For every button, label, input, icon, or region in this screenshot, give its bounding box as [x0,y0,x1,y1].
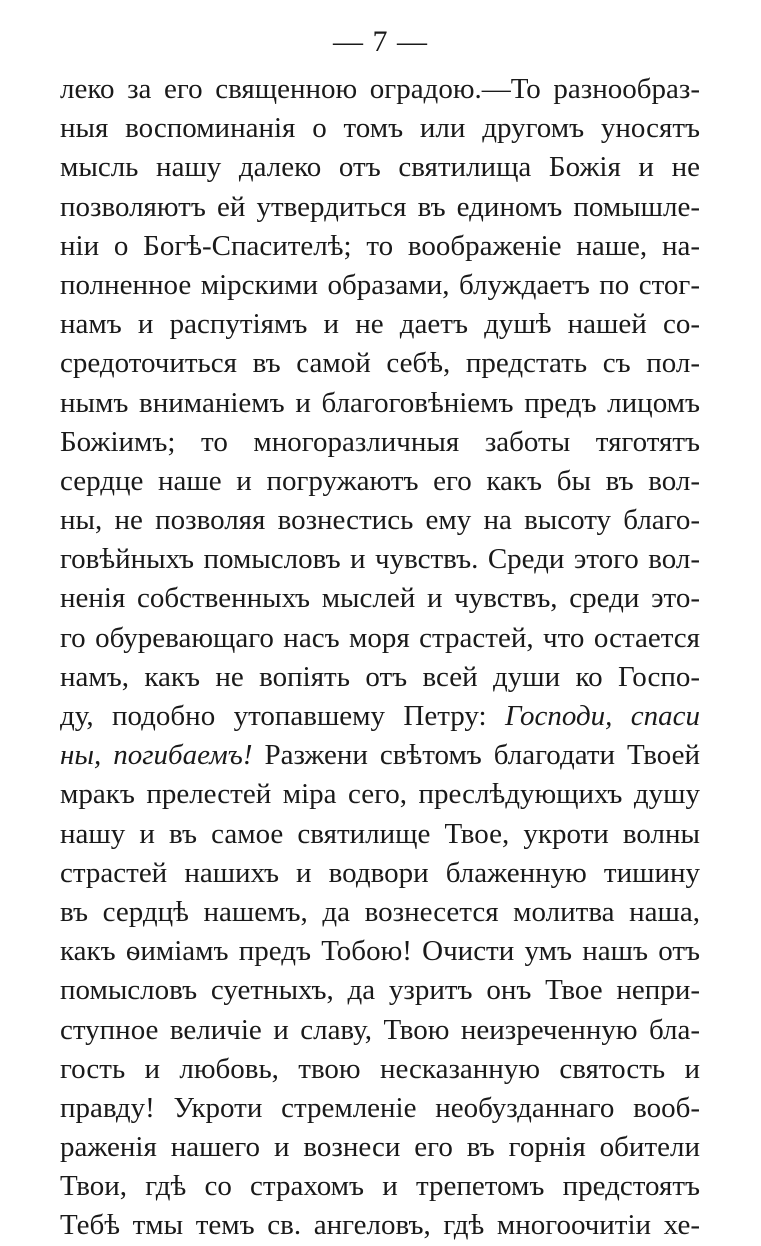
text-line [60,423,700,462]
text-segment: гость и любовь, твою несказанную святость и [60,1052,700,1085]
text-segment: раженія нашего и вознеси его въ горнія обители [60,1131,700,1164]
page-number: — 7 — [333,25,428,58]
text-segment: мысль нашу далеко отъ святилища Божія и не [60,151,700,184]
text-segment: леко за его священною оградою.—То разнообраз- [60,73,700,105]
text-line [60,971,700,1010]
text-line [60,109,700,148]
text-line [60,384,700,423]
text-segment: помысловъ суетныхъ, да узритъ онъ Твое непри- [60,974,700,1007]
text-segment: Тебѣ тмы темъ св. ангеловъ, гдѣ многоочитіи хе- [60,1209,700,1242]
text-line [60,775,700,814]
text-line [60,70,700,109]
italic-text: ны, погибаемъ! [60,739,253,772]
text-segment: намъ, какъ не вопіять отъ всей души ко Госпо- [60,660,700,693]
text-segment: го обуревающаго насъ моря страстей, что остается [60,621,700,654]
text-line [60,893,700,932]
text-line [60,188,700,227]
text-line [60,462,700,501]
text-segment: въ сердцѣ нашемъ, да вознесется молитва наша, [60,895,700,928]
italic-text: Господи, спаси [504,700,700,732]
text-line [60,736,700,775]
text-line [60,579,700,618]
text-line [60,344,700,383]
text-segment: ны, не позволяя вознестись ему на высоту благо- [60,504,700,537]
body-text [60,70,700,1246]
text-segment: сердце наше и погружаютъ его какъ бы въ вол- [60,464,700,497]
text-line [60,1167,700,1206]
text-line [60,1050,700,1089]
text-segment: мракъ прелестей міра сего, преслѣдующихъ душу [60,778,700,811]
text-line [60,1128,700,1167]
text-line [60,266,700,305]
text-segment: Разжени свѣтомъ благодати Твоей [252,739,700,772]
text-segment: ныя воспоминанія о томъ или другомъ уносятъ [60,112,700,145]
text-segment: правду! Укроти стремленіе необузданнаго вооб- [60,1091,700,1124]
text-line [60,619,700,658]
text-segment: Твои, гдѣ со страхомъ и трепетомъ предстоятъ [60,1170,700,1203]
text-line [60,148,700,187]
text-segment: страстей нашихъ и водвори блаженную тишину [60,856,700,889]
text-segment: полненное мірскими образами, блуждаетъ по стог- [60,268,700,301]
text-segment: средоточиться въ самой себѣ, предстать съ пол- [60,347,700,380]
text-segment: ненія собственныхъ мыслей и чувствъ, среди это- [60,582,700,615]
text-segment: какъ ѳиміамъ предъ Тобою! Очисти умъ нашъ отъ [60,935,700,968]
text-line [60,305,700,344]
text-segment: нашу и въ самое святилище Твое, укроти волны [60,817,700,850]
text-segment: намъ и распутіямъ и не даетъ душѣ нашей со- [60,308,700,341]
text-segment: ніи о Богѣ-Спасителѣ; то воображеніе наше, на- [60,229,700,262]
text-line [60,658,700,697]
text-segment: говѣйныхъ помысловъ и чувствъ. Среди этого вол- [60,543,700,576]
text-segment: Божіимъ; то многоразличныя заботы тяготятъ [60,425,700,458]
text-segment: позволяютъ ей утвердиться въ единомъ помышле- [60,190,700,223]
text-line [60,815,700,854]
text-segment: ду, подобно утопавшему Петру: [60,700,505,732]
text-segment: ступное величіе и славу, Твою неизреченную бла- [60,1013,700,1046]
text-line [60,1089,700,1128]
text-line [60,1206,700,1245]
text-line [60,854,700,893]
text-segment: нымъ вниманіемъ и благоговѣніемъ предъ лицомъ [60,386,700,419]
text-line [60,1011,700,1050]
text-line [60,932,700,971]
text-line [60,501,700,540]
text-line [60,227,700,266]
text-line [60,540,700,579]
text-line [60,697,700,736]
